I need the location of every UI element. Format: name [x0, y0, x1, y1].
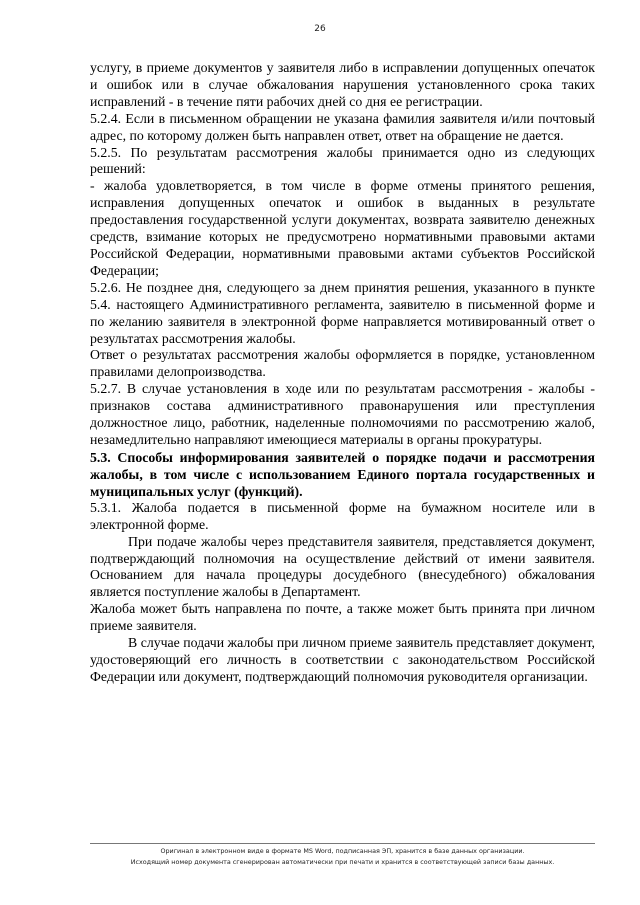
paragraph: В случае подачи жалобы при личном приеме заявитель представляет документ, удостоверяющий его личность в соответствии с законодательством Российской Федерации или документ, подтверждающий полномочия руководителя организации. [90, 635, 595, 684]
paragraph: - жалоба удовлетворяется, в том числе в форме отмены принятого решения, исправления допущенных опечаток и ошибок в выданных в результате предоставления государственной услуги документах, возврата заявителю денежных средств, взимание которых не предусмотрено нормативными правовыми актами Российской Федерации, нормативными правовыми актами субъектов Российской Федерации; [90, 178, 595, 278]
paragraph: 5.2.4. Если в письменном обращении не указана фамилия заявителя и/или почтовый адрес, по которому должен быть направлен ответ, ответ на обращение не дается. [90, 110, 595, 143]
paragraph: 5.2.6. Не позднее дня, следующего за днем принятия решения, указанного в пункте 5.4. настоящего Административного регламента, заявителю в письменной форме и по желанию заявителя в электронной форме направляется мотивированный ответ о результатах рассмотрения жалобы. [90, 279, 595, 346]
paragraph: 5.3.1. Жалоба подается в письменной форме на бумажном носителе или в электронной форме. [90, 499, 595, 532]
paragraph: Жалоба может быть направлена по почте, а также может быть принята при личном приеме заявителя. [90, 601, 595, 634]
paragraph: 5.2.5. По результатам рассмотрения жалобы принимается одно из следующих решений: [90, 144, 595, 177]
footer-line: Исходящий номер документа сгенерирован автоматически при печати и хранится в соответствующей записи базы данных. [130, 858, 555, 866]
paragraph: При подаче жалобы через представителя заявителя, представляется документ, подтверждающий полномочия на осуществление действий от имени заявителя. Основанием для начала процедуры досудебного (внесудебного) обжалования является поступление жалобы в Департамент. [90, 533, 595, 600]
document-body [90, 60, 595, 686]
paragraph: услугу, в приеме документов у заявителя либо в исправлении допущенных опечаток и ошибок или в случае обжалования нарушения установленного срока таких исправлений - в течение пяти рабочих дней со дня ее регистрации. [90, 60, 595, 109]
paragraph: 5.2.7. В случае установления в ходе или по результатам рассмотрения - жалобы - признаков состава административного правонарушения или преступления должностное лицо, работник, наделенные полномочиями по рассмотрению жалоб, незамедлительно направляют имеющиеся материалы в органы прокуратуры. [90, 381, 595, 447]
footer-line: Оригинал в электронном виде в формате MS Word, подписанная ЭП, хранится в базе данных организации. [160, 847, 525, 855]
paragraph: Ответ о результатах рассмотрения жалобы оформляется в порядке, установленном правилами делопроизводства. [90, 347, 595, 380]
section-heading: 5.3. Способы информирования заявителей о порядке подачи и рассмотрения жалобы, в том числе с использованием Единого портала государственных и муниципальных услуг (функций). [90, 449, 595, 499]
page-number: 26 [314, 24, 326, 34]
footer [70, 846, 615, 868]
footer-divider [90, 843, 595, 844]
